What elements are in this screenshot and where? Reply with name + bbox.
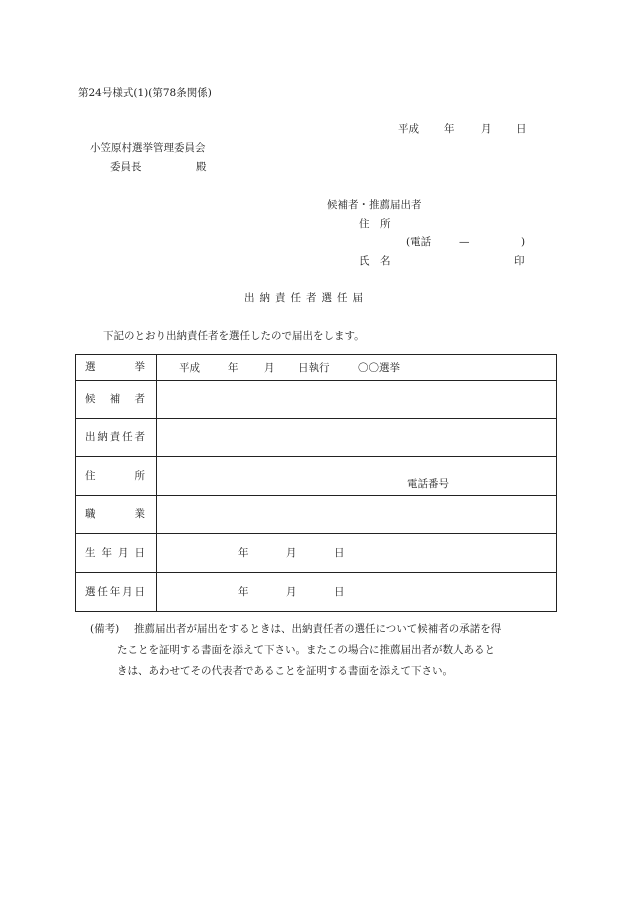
- notes: [90, 619, 560, 682]
- form-number: 第24号様式(1)(第78条関係): [78, 87, 212, 99]
- appointed-day: 日: [334, 586, 345, 598]
- submitter-phone-open: (電話: [406, 236, 432, 248]
- submitter-address-label: 住 所: [359, 218, 391, 230]
- birth-day: 日: [334, 547, 345, 559]
- label-birthdate: 生年月日: [85, 546, 145, 559]
- election-year: 年: [228, 362, 239, 374]
- row-candidate: [76, 381, 557, 419]
- date-era: 平成: [398, 123, 419, 135]
- election-era: 平成: [179, 362, 200, 374]
- phone-number-label: 電話番号: [407, 478, 449, 490]
- field-appointed[interactable]: [157, 573, 557, 612]
- date-month: 月: [481, 123, 492, 135]
- label-candidate: 候補者: [85, 393, 145, 406]
- addressee-honorific: 殿: [196, 161, 207, 173]
- notes-line: たことを証明する書面を添えて下さい。またこの場合に推薦届出者が数人あると: [117, 644, 495, 656]
- field-candidate[interactable]: [157, 381, 557, 419]
- addressee-chair: 委員長: [110, 161, 142, 173]
- appointed-month: 月: [286, 586, 297, 598]
- date-year: 年: [444, 123, 455, 135]
- election-day: 日執行: [298, 362, 330, 374]
- addressee-committee: 小笠原村選挙管理委員会: [90, 142, 206, 154]
- intro-text: 下記のとおり出納責任者を選任したので届出をします。: [103, 330, 365, 342]
- birth-month: 月: [286, 547, 297, 559]
- date-day: 日: [516, 123, 527, 135]
- row-birthdate: [76, 534, 557, 573]
- row-treasurer: [76, 419, 557, 457]
- document-title: 出納責任者選任届: [244, 292, 368, 304]
- submitter-name-label: 氏 名: [359, 255, 391, 267]
- row-occupation: [76, 496, 557, 534]
- label-treasurer: 出納責任者: [85, 431, 145, 444]
- election-name: 〇〇選挙: [358, 362, 400, 374]
- notes-body: [117, 619, 560, 682]
- appointed-year: 年: [238, 586, 249, 598]
- label-address: 住所: [85, 469, 145, 482]
- field-occupation[interactable]: [157, 496, 557, 534]
- row-address: [76, 457, 557, 496]
- label-election: 選挙: [85, 361, 145, 374]
- notes-heading: (備考): [90, 623, 120, 635]
- submitter-seal: 印: [514, 255, 525, 267]
- form-table: [75, 354, 557, 612]
- election-month: 月: [264, 362, 275, 374]
- field-address[interactable]: [157, 457, 557, 496]
- birth-year: 年: [238, 547, 249, 559]
- row-appointed: [76, 573, 557, 612]
- label-appointed: 選任年月日: [85, 585, 145, 598]
- notes-line: 推薦届出者が届出をするときは、出納責任者の選任について候補者の承諾を得: [134, 623, 502, 635]
- row-election: [76, 355, 557, 381]
- field-birthdate[interactable]: [157, 534, 557, 573]
- label-occupation: 職業: [85, 508, 145, 521]
- notes-line: きは、あわせてその代表者であることを証明する書面を添えて下さい。: [117, 665, 453, 677]
- submitter-phone-dash: —: [459, 236, 470, 248]
- field-treasurer[interactable]: [157, 419, 557, 457]
- submitter-role: 候補者・推薦届出者: [327, 199, 422, 211]
- submitter-phone-close: ): [521, 236, 526, 248]
